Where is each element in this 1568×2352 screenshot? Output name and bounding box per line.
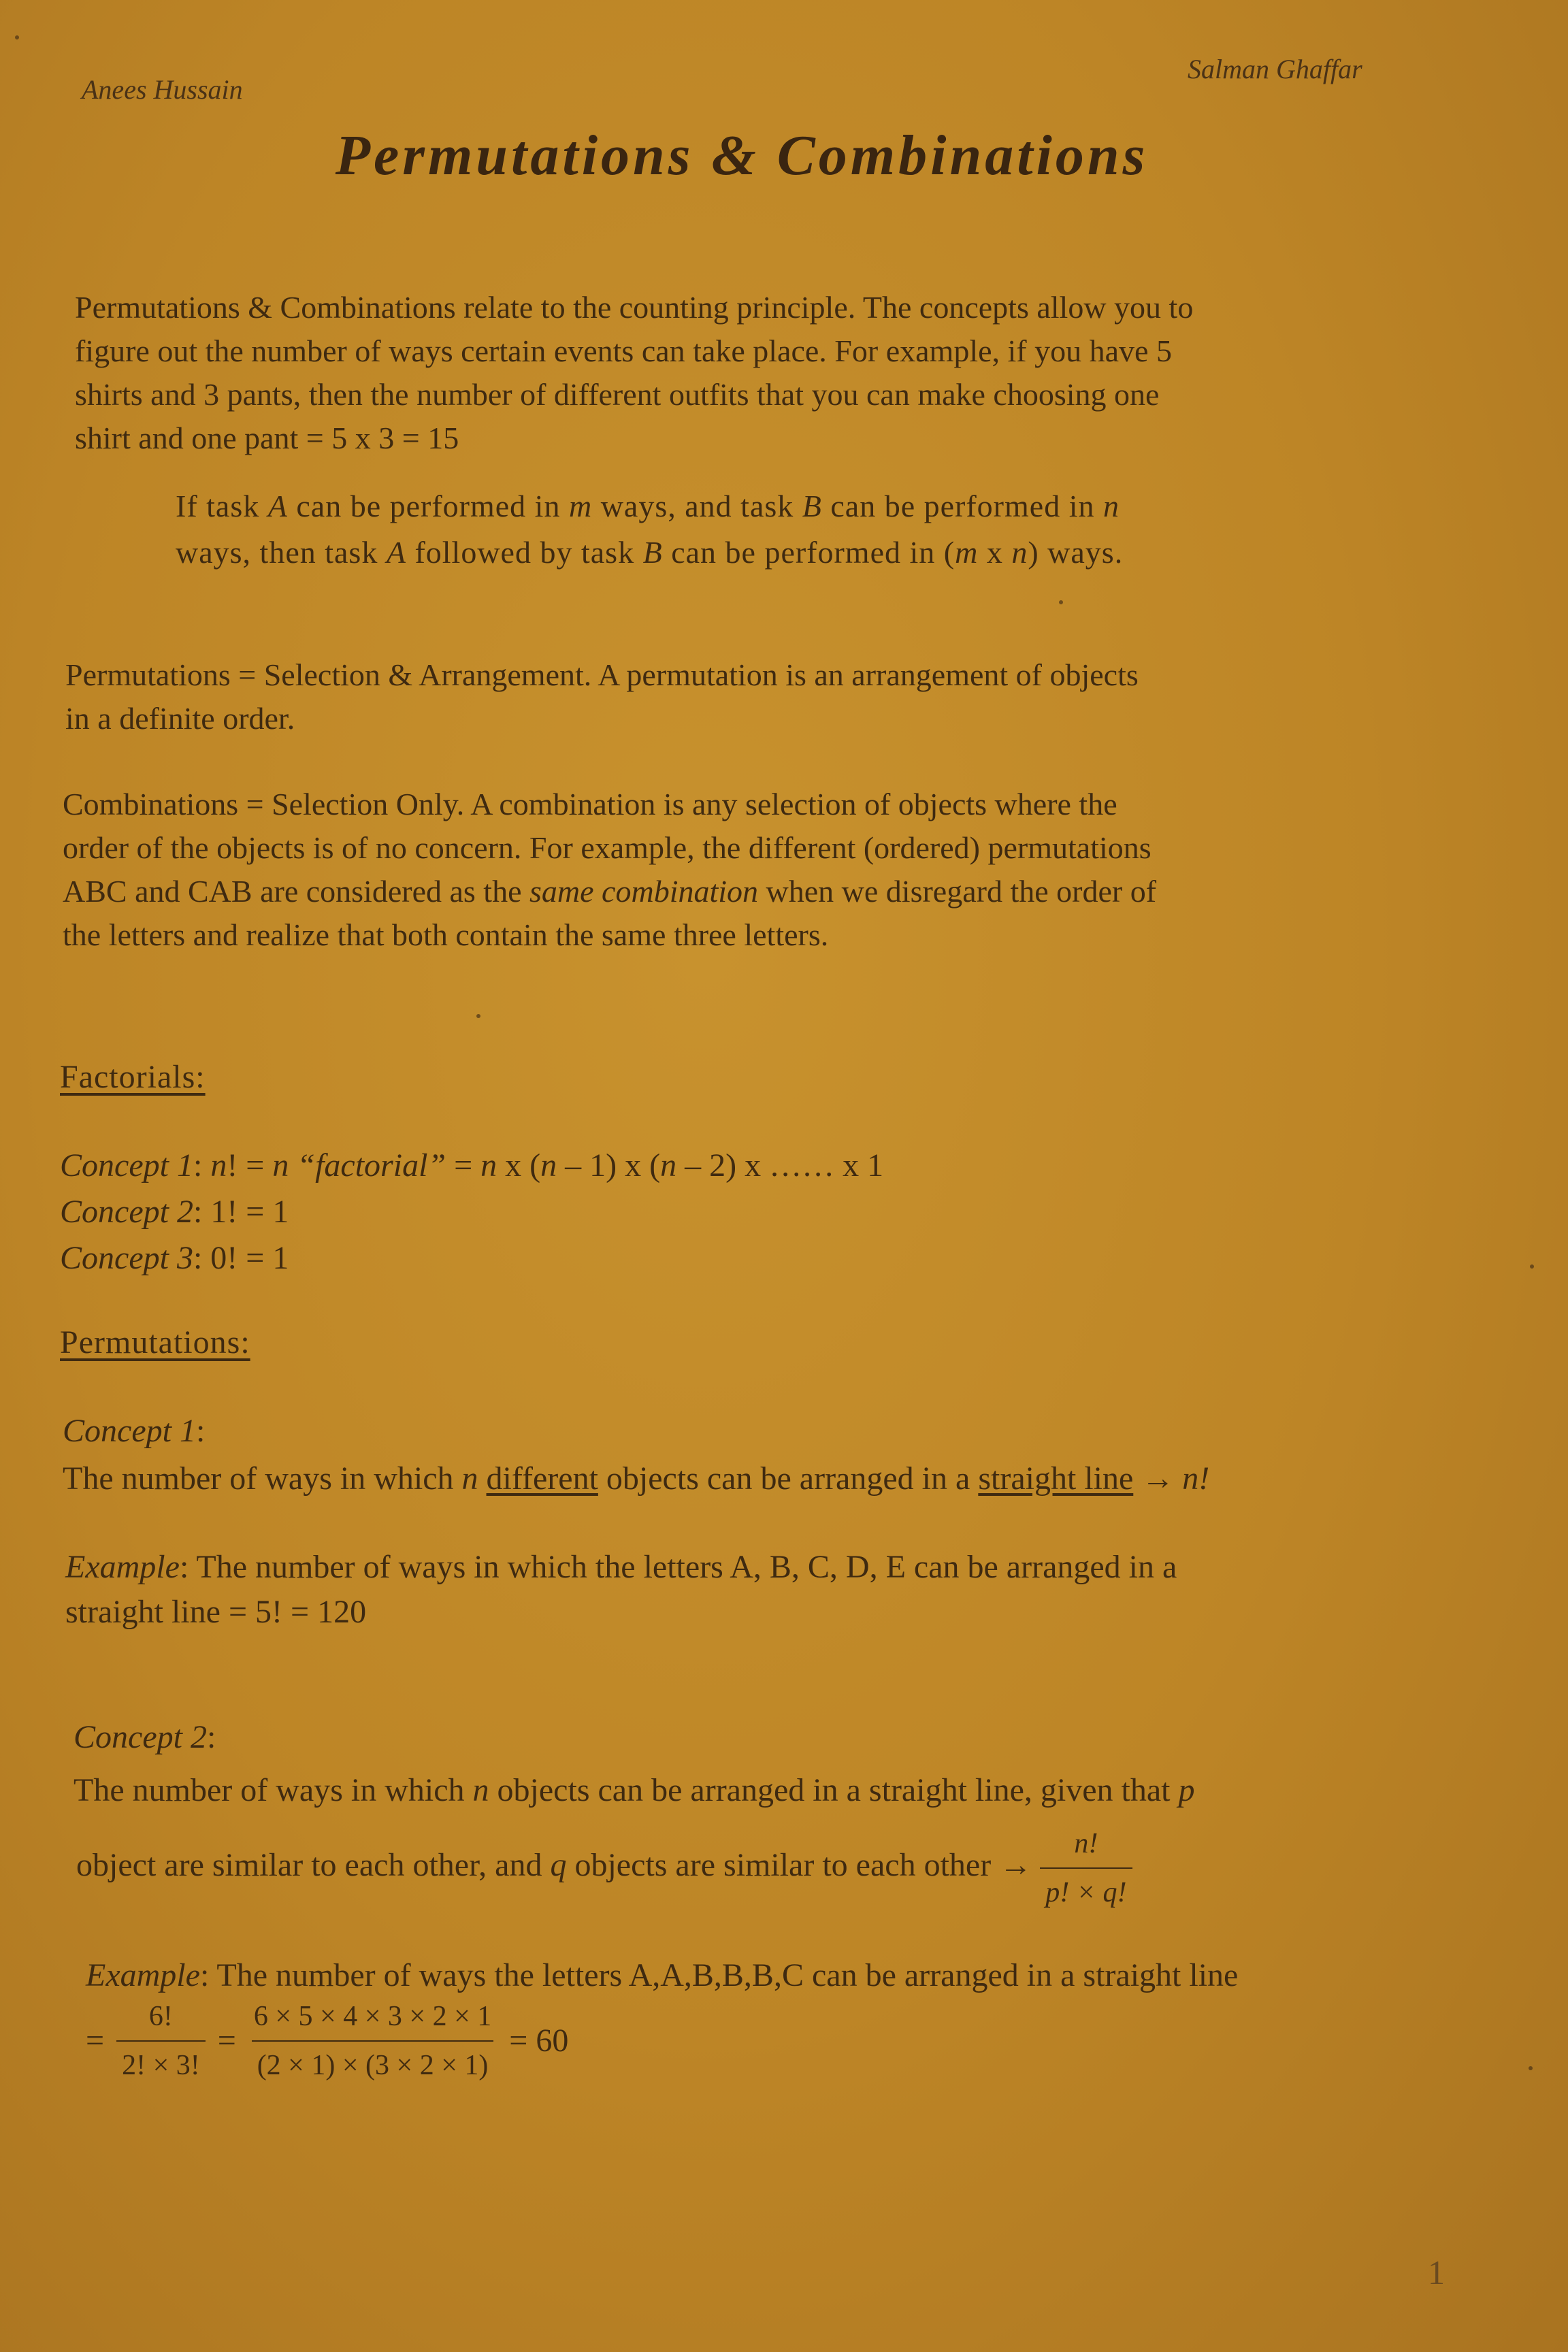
var-a: A [386, 535, 406, 570]
concept-text: object are similar to each other, and [76, 1847, 542, 1884]
definition-line: Permutations = Selection & Arrangement. A permutation is an arrangement of objects [65, 657, 1139, 692]
var-b: B [642, 535, 663, 570]
example-fraction-1 [116, 1994, 206, 2088]
author-left: Anees Hussain [82, 74, 243, 105]
rule-text: ways, then task [176, 535, 378, 570]
permutation-concept-2-label [74, 1715, 216, 1760]
rule-line-2 [176, 529, 1373, 576]
permutation-example-1 [65, 1545, 1508, 1635]
rule-text: can be performed in [296, 489, 561, 523]
paper-speck [1530, 1264, 1534, 1269]
formula-numerator: n! [1074, 1828, 1098, 1859]
permutations-definition [65, 653, 1454, 740]
var-m: m [568, 489, 593, 523]
var-n: n [480, 1147, 497, 1183]
equals-sign: = [217, 2023, 236, 2059]
permutation-concept-2-line-1 [74, 1768, 1503, 1813]
rule-line-1 [176, 483, 1373, 529]
var-n: n [210, 1147, 227, 1183]
concept-quote: “factorial” [289, 1147, 455, 1183]
arrow-icon: → [1141, 1460, 1175, 1497]
concept-text: : [193, 1147, 211, 1183]
rule-text: can be performed in [830, 489, 1095, 523]
var-p: p [1178, 1772, 1195, 1808]
example-label: Example [65, 1549, 180, 1585]
var-m: m [955, 535, 979, 570]
definition-text: ABC and CAB are considered as the [63, 874, 522, 909]
rule-text: followed by task [414, 535, 635, 570]
permutation-formula [1040, 1821, 1132, 1915]
paper-speck [15, 35, 19, 39]
var-b: B [802, 489, 822, 523]
result-expression: n! [1182, 1460, 1210, 1497]
concept-text: x ( [497, 1147, 541, 1183]
concept-text: The number of ways in which [63, 1460, 454, 1497]
var-a: A [267, 489, 288, 523]
counting-principle-rule [176, 483, 1373, 576]
permutation-concept-1-label [63, 1409, 205, 1454]
page-number: 1 [1428, 2253, 1445, 2291]
underlined-text: different [486, 1460, 598, 1497]
permutation-example-2-calculation [86, 1994, 568, 2088]
paper-speck [1059, 600, 1063, 604]
permutation-example-2 [86, 1953, 1529, 1998]
var-n: n [472, 1772, 489, 1808]
concept-text: objects can be arranged in a straight line, given that [497, 1772, 1171, 1808]
intro-paragraph [75, 286, 1422, 460]
concept-text: : [206, 1719, 216, 1755]
var-n: n [272, 1147, 289, 1183]
example-result: = 60 [509, 2023, 569, 2059]
emphasis-text: same combination [529, 874, 759, 909]
underlined-text: straight line [978, 1460, 1134, 1497]
concept-text: The number of ways in which [74, 1772, 465, 1808]
definition-line: in a definite order. [65, 701, 295, 736]
rule-text: ways, and task [600, 489, 794, 523]
factorial-concept-2 [60, 1190, 289, 1235]
factorial-concept-1 [60, 1143, 1489, 1188]
concept-label: Concept 1 [63, 1413, 196, 1449]
fraction-denominator: 2! × 3! [116, 2040, 206, 2088]
concept-text: : [195, 1413, 206, 1449]
permutation-concept-1 [63, 1456, 1533, 1501]
fraction-numerator: 6! [148, 2001, 173, 2032]
example-text: : The number of ways in which the letters A, B, C, D, E can be arranged in a [179, 1549, 1177, 1585]
concept-text: : 0! = 1 [193, 1240, 289, 1276]
concept-text: – 2) x …… x 1 [676, 1147, 884, 1183]
concept-text: – 1) x ( [557, 1147, 661, 1183]
definition-line: Combinations = Selection Only. A combination is any selection of objects where the [63, 787, 1117, 821]
example-line: straight line = 5! = 120 [65, 1594, 367, 1630]
example-text: : The number of ways the letters A,A,B,B,B,C can be arranged in a straight line [199, 1957, 1239, 1993]
concept-text: : 1! = 1 [193, 1194, 289, 1230]
rule-text: If task [176, 489, 260, 523]
var-q: q [550, 1847, 567, 1884]
concept-text: objects are similar to each other → [574, 1847, 1032, 1884]
equals-sign: = [86, 2023, 105, 2059]
concept-text: ! = [227, 1147, 273, 1183]
example-label: Example [86, 1957, 200, 1993]
concept-label: Concept 3 [60, 1240, 193, 1276]
rule-text: ) ways. [1028, 535, 1124, 570]
concept-text: objects can be arranged in a [606, 1460, 970, 1497]
concept-text: = [454, 1147, 481, 1183]
formula-denominator: p! × q! [1040, 1867, 1132, 1915]
example-fraction-2 [248, 1994, 497, 2088]
intro-line: Permutations & Combinations relate to the counting principle. The concepts allow you to [75, 290, 1194, 325]
paper-speck [476, 1014, 480, 1018]
intro-line: figure out the number of ways certain events can take place. For example, if you have 5 [75, 333, 1172, 368]
definition-line: the letters and realize that both contain the same three letters. [63, 917, 829, 952]
var-n: n [1011, 535, 1028, 570]
rule-text: x [986, 535, 1003, 570]
definition-line [63, 870, 1451, 913]
var-n: n [540, 1147, 557, 1183]
definition-text: when we disregard the order of [766, 874, 1157, 909]
rule-text: can be performed in ( [671, 535, 956, 570]
intro-line: shirt and one pant = 5 x 3 = 15 [75, 421, 459, 455]
factorials-heading: Factorials: [60, 1059, 206, 1095]
concept-label: Concept 1 [60, 1147, 193, 1183]
fraction-denominator: (2 × 1) × (3 × 2 × 1) [252, 2040, 494, 2088]
permutation-concept-2-line-2 [76, 1821, 1505, 1915]
concept-label: Concept 2 [60, 1194, 193, 1230]
concept-label: Concept 2 [74, 1719, 207, 1755]
paper-speck [1529, 2066, 1533, 2070]
definition-line: order of the objects is of no concern. For example, the different (ordered) permutations [63, 830, 1152, 865]
var-n: n [461, 1460, 478, 1497]
permutations-heading: Permutations: [60, 1324, 250, 1360]
factorial-concept-3 [60, 1236, 289, 1281]
author-right: Salman Ghaffar [1188, 54, 1362, 84]
fraction-numerator: 6 × 5 × 4 × 3 × 2 × 1 [253, 2001, 492, 2032]
var-n: n [660, 1147, 677, 1183]
example-line [65, 1545, 1508, 1590]
var-n: n [1102, 489, 1120, 523]
combinations-definition [63, 783, 1451, 957]
intro-line: shirts and 3 pants, then the number of different outfits that you can make choosing one [75, 377, 1160, 412]
page-title: Permutations & Combinations [335, 124, 1149, 187]
